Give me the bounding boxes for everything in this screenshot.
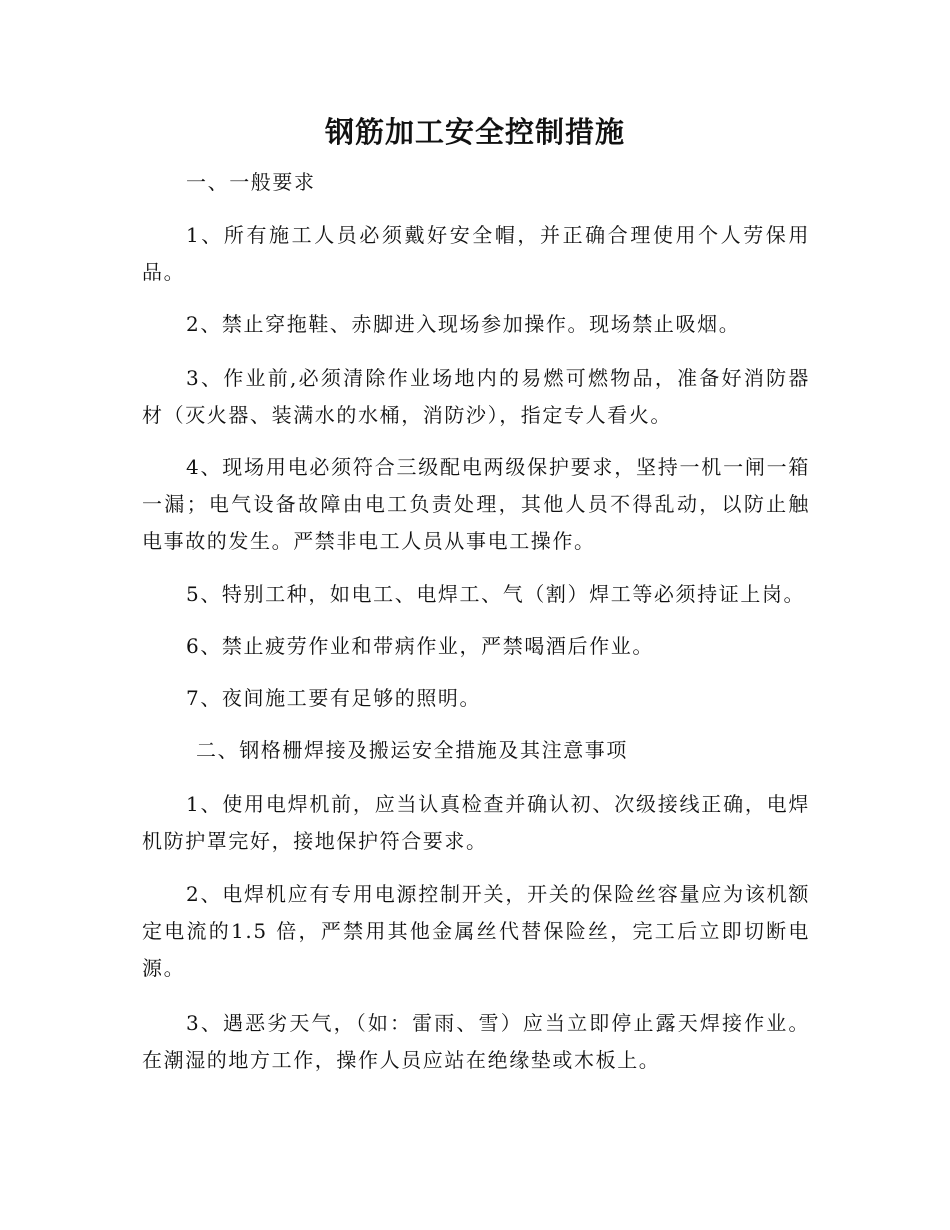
paragraph-general-3: 3、作业前,必须清除作业场地内的易燃可燃物品，准备好消防器材（灭火器、装满水的水桶，消防沙），指定专人看火。 [142,366,810,427]
paragraph-welding-3: 3、遇恶劣天气，（如：雷雨、雪）应当立即停止露天焊接作业。在潮湿的地方工作，操作人员应站在绝缘垫或木板上。 [142,1011,810,1072]
section-heading-welding: 二、钢格栅焊接及搬运安全措施及其注意事项 [196,738,628,762]
paragraph-welding-2: 2、电焊机应有专用电源控制开关，开关的保险丝容量应为该机额定电流的1.5 倍，严禁用其他金属丝代替保险丝，完工后立即切断电源。 [142,882,810,980]
paragraph-general-2: 2、禁止穿拖鞋、赤脚进入现场参加操作。现场禁止吸烟。 [186,312,741,336]
paragraph-general-6: 6、禁止疲劳作业和带病作业，严禁喝酒后作业。 [186,634,654,658]
paragraph-general-1: 1、所有施工人员必须戴好安全帽，并正确合理使用个人劳保用品。 [142,223,810,284]
paragraph-welding-1: 1、使用电焊机前，应当认真检查并确认初、次级接线正确，电焊机防护罩完好，接地保护符合要求。 [142,792,810,853]
paragraph-general-7: 7、夜间施工要有足够的照明。 [186,686,482,710]
paragraph-general-4: 4、现场用电必须符合三级配电两级保护要求，坚持一机一闸一箱一漏；电气设备故障由电工负责处理，其他人员不得乱动，以防止触电事故的发生。严禁非电工人员从事电工操作。 [142,455,810,553]
paragraph-general-5: 5、特别工种，如电工、电焊工、气（割）焊工等必须持证上岗。 [186,582,806,606]
section-heading-general: 一、一般要求 [186,170,316,194]
document-title: 钢筋加工安全控制措施 [324,115,625,149]
